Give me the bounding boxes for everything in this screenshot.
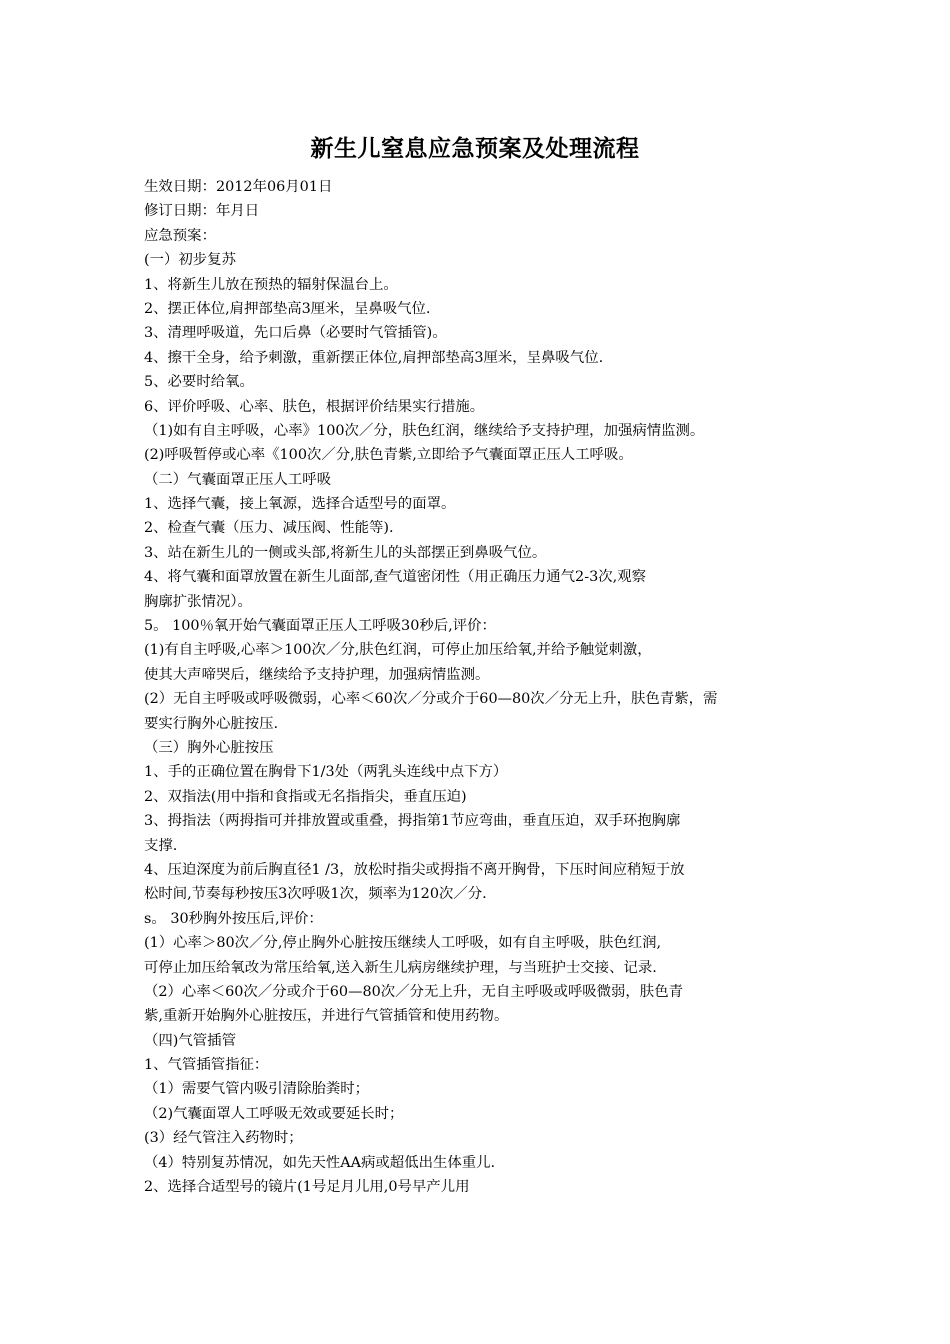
text-line: (3）经气管注入药物时；	[144, 1130, 303, 1147]
text-line: 1、选择气囊，接上氧源，选择合适型号的面罩。	[144, 496, 456, 513]
text-line: （三）胸外心脏按压	[144, 739, 274, 756]
text-line: 生效日期：2012年06月01日	[144, 179, 333, 195]
text-line: (2)呼吸暂停或心率《100次／分,肤色青紫,立即给予气囊面罩正压人工呼吸。	[144, 447, 633, 464]
text-line: 支撑.	[144, 837, 178, 854]
text-line: （二）气囊面罩正压人工呼吸	[144, 471, 332, 488]
text-line: 5。 100％氧开始气囊面罩正压人工呼吸30秒后,评价：	[144, 618, 496, 635]
text-line: 3、拇指法（两拇指可并排放置或重叠，拇指第1节应弯曲，垂直压迫，双手环抱胸廓	[144, 813, 681, 830]
text-line: 应急预案：	[144, 227, 216, 244]
text-line: 2、检查气囊（压力、减压阀、性能等).	[144, 520, 394, 537]
text-line: （1)如有自主呼吸，心率》100次／分，肤色红润，继续给予支持护理，加强病情监测。	[144, 422, 705, 439]
text-line: 1、将新生儿放在预热的辐射保温台上。	[144, 276, 398, 293]
text-line: 修订日期：年月日	[144, 203, 260, 220]
text-line: 使其大声啼哭后，继续给予支持护理，加强病情监测。	[144, 666, 490, 683]
text-line: （1）需要气管内吸引清除胎粪时；	[144, 1081, 370, 1098]
text-line: 5、必要时给氧。	[144, 374, 254, 391]
text-line: 2、摆正体位,肩押部垫高3厘米，呈鼻吸气位.	[144, 300, 431, 317]
text-line: 1、气管插管指征：	[144, 1057, 269, 1074]
document-body	[144, 175, 814, 1199]
text-line: 要实行胸外心脏按压.	[144, 715, 279, 732]
text-line: 3、清理呼吸道，先口后鼻（必要时气管插管)。	[144, 325, 447, 342]
text-line: 2、双指法(用中指和食指或无名指指尖，垂直压迫)	[144, 788, 467, 805]
text-line: （4）特别复苏情况，如先天性AA病或超低出生体重儿.	[144, 1154, 496, 1171]
text-line: 可停止加压给氧改为常压给氧,送入新生儿病房继续护理，与当班护士交接、记录.	[144, 959, 657, 976]
text-line: s。 30秒胸外按压后,评价：	[144, 910, 323, 927]
text-line: (一）初步复苏	[144, 252, 236, 269]
document-title: 新生儿窒息应急预案及处理流程	[310, 135, 640, 162]
text-line: (1)有自主呼吸,心率＞100次／分,肤色红润，可停止加压给氧,并给予触觉刺激，	[144, 642, 652, 659]
text-line: 4、压迫深度为前后胸直径1 /3，放松时指尖或拇指不离开胸骨，下压时间应稍短于放	[144, 861, 685, 878]
text-line: （2）心率＜60次／分或介于60—80次／分无上升，无自主呼吸或呼吸微弱，肤色青	[144, 983, 683, 1000]
text-line: 3、站在新生儿的一侧或头部,将新生儿的头部摆正到鼻吸气位。	[144, 544, 547, 561]
text-line: (1）心率＞80次／分,停止胸外心脏按压继续人工呼吸，如有自主呼吸，肤色红润,	[144, 935, 662, 952]
text-line: 胸廓扩张情况）。	[144, 593, 252, 610]
text-line: 4、擦干全身，给予刺激，重新摆正体位,肩押部垫高3厘米，呈鼻吸气位.	[144, 349, 604, 366]
text-line: 1、手的正确位置在胸骨下1/3处（两乳头连线中点下方）	[144, 764, 508, 781]
text-line: （2)气囊面罩人工呼吸无效或要延长时；	[144, 1105, 404, 1122]
text-line: 4、将气囊和面罩放置在新生儿面部,查气道密闭性（用正确压力通气2-3次,观察	[144, 569, 646, 586]
text-line: 松时间,节奏每秒按压3次呼吸1次，频率为120次／分.	[144, 886, 487, 903]
text-line: 2、选择合适型号的镜片(1号足月儿用,0号早产儿用	[144, 1179, 470, 1196]
text-line: (2）无自主呼吸或呼吸微弱，心率＜60次／分或介于60—80次／分无上升，肤色青紫，需	[144, 691, 718, 708]
text-line: 紫,重新开始胸外心脏按压，并进行气管插管和使用药物。	[144, 1008, 509, 1025]
text-line: （四)气管插管	[144, 1032, 236, 1049]
text-line: 6、评价呼吸、心率、肤色，根据评价结果实行措施。	[144, 398, 485, 415]
